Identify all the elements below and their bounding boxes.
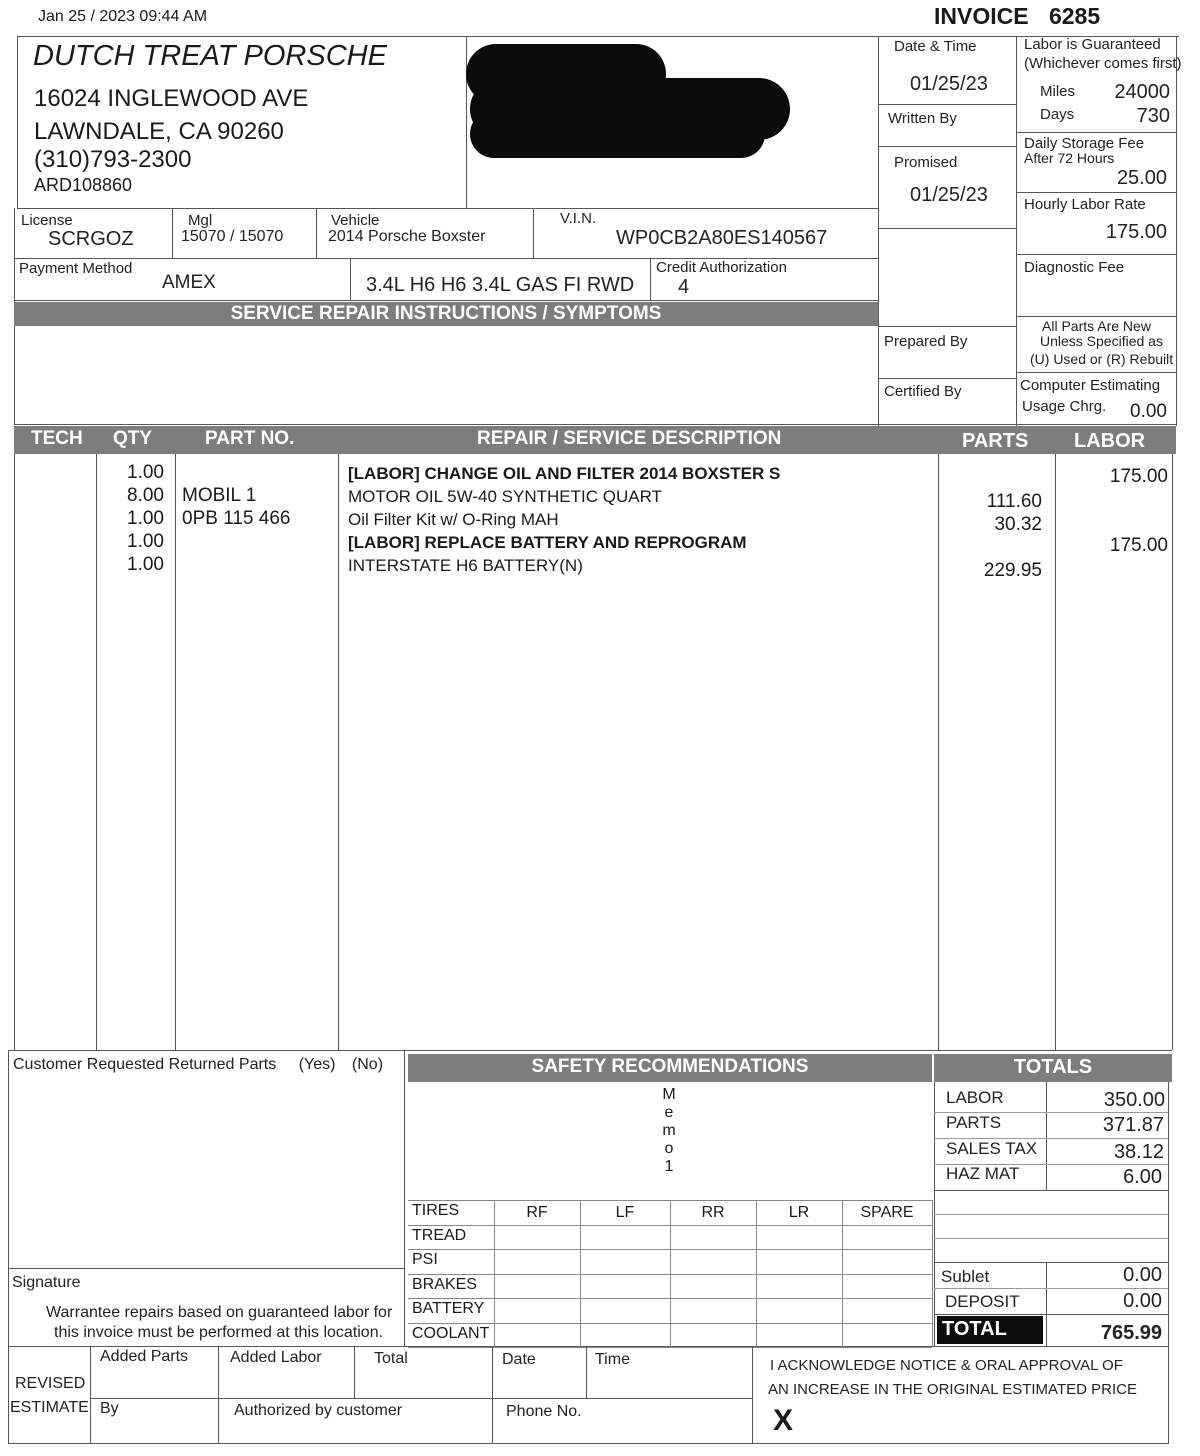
totals-sublet-label: Sublet bbox=[941, 1267, 990, 1286]
totals-deposit-value: 0.00 bbox=[1123, 1290, 1162, 1312]
vin-label: V.I.N. bbox=[560, 210, 597, 227]
redacted-customer-block-3 bbox=[470, 110, 765, 158]
miles-value: 24000 bbox=[1114, 81, 1170, 103]
memo-letter: m bbox=[662, 1122, 676, 1139]
shop-phone: (310)793-2300 bbox=[34, 146, 192, 173]
date-time-value: 01/25/23 bbox=[910, 73, 988, 95]
days-value: 730 bbox=[1136, 105, 1170, 127]
totals-hazmat-value: 6.00 bbox=[1123, 1166, 1162, 1188]
revised-time-label: Time bbox=[595, 1351, 630, 1368]
memo-letter: e bbox=[664, 1104, 674, 1121]
guarantee-subtitle: (Whichever comes first) bbox=[1024, 55, 1182, 72]
memo-vertical bbox=[662, 1086, 676, 1176]
line-qty: 1.00 bbox=[127, 554, 164, 575]
revised-date-label: Date bbox=[502, 1351, 536, 1368]
line-description: [LABOR] CHANGE OIL AND FILTER 2014 BOXSTER S bbox=[348, 464, 781, 483]
mgl-value: 15070 / 15070 bbox=[181, 228, 284, 245]
vehicle-label: Vehicle bbox=[331, 212, 380, 229]
totals-deposit-label: DEPOSIT bbox=[945, 1292, 1020, 1311]
totals-title: TOTALS bbox=[1013, 1056, 1093, 1078]
memo-letter: o bbox=[664, 1140, 674, 1157]
storage-fee-sublabel: After 72 Hours bbox=[1024, 150, 1115, 166]
shop-city: LAWNDALE, CA 90260 bbox=[34, 118, 284, 145]
shop-street: 16024 INGLEWOOD AVE bbox=[34, 85, 309, 112]
written-by-label: Written By bbox=[888, 110, 957, 127]
promised-label: Promised bbox=[894, 154, 958, 171]
revised-label: REVISED bbox=[15, 1375, 86, 1392]
print-timestamp: Jan 25 / 2023 09:44 AM bbox=[38, 8, 208, 25]
parts-new-note-2: Unless Specified as bbox=[1040, 333, 1163, 349]
returned-parts-label bbox=[13, 1056, 383, 1074]
memo-letter: 1 bbox=[664, 1158, 674, 1175]
computer-estimating-label: Computer Estimating bbox=[1020, 377, 1161, 394]
col-qty: QTY bbox=[113, 428, 153, 449]
credit-auth-label: Credit Authorization bbox=[656, 259, 787, 276]
warranty-note-2: this invoice must be performed at this location. bbox=[54, 1324, 384, 1341]
credit-auth-value: 4 bbox=[678, 276, 690, 298]
col-part-no: PART NO. bbox=[205, 428, 295, 449]
shop-name: DUTCH TREAT PORSCHE bbox=[33, 40, 387, 72]
revised-total-label: Total bbox=[374, 1350, 408, 1367]
line-labor-amount: 175.00 bbox=[1109, 535, 1168, 556]
line-qty: 8.00 bbox=[127, 485, 164, 506]
usage-charge-label: Usage Chrg. bbox=[1022, 398, 1107, 415]
license-value: SCRGOZ bbox=[48, 228, 134, 250]
safety-title: SAFETY RECOMMENDATIONS bbox=[531, 1056, 809, 1077]
safety-col-label: RF bbox=[526, 1204, 548, 1221]
memo-letter: M bbox=[662, 1086, 676, 1103]
storage-fee-value: 25.00 bbox=[1116, 167, 1167, 189]
labor-rate-value: 175.00 bbox=[1105, 221, 1167, 243]
total-label: TOTAL bbox=[942, 1318, 1007, 1340]
line-parts-amount: 30.32 bbox=[994, 514, 1042, 535]
totals-parts-label: PARTS bbox=[946, 1113, 1002, 1132]
totals-labor-value: 350.00 bbox=[1103, 1089, 1165, 1111]
totals-parts-value: 371.87 bbox=[1102, 1114, 1164, 1136]
invoice-title bbox=[934, 3, 1100, 30]
parts-new-note-1: All Parts Are New bbox=[1042, 318, 1151, 334]
totals-labor-label: LABOR bbox=[946, 1088, 1004, 1107]
line-description: MOTOR OIL 5W-40 SYNTHETIC QUART bbox=[348, 487, 662, 506]
safety-row-label: TIRES bbox=[412, 1202, 460, 1219]
totals-tax-label: SALES TAX bbox=[946, 1139, 1038, 1158]
authorized-by-label: Authorized by customer bbox=[234, 1402, 403, 1419]
labor-rate-label: Hourly Labor Rate bbox=[1024, 196, 1146, 213]
line-qty: 1.00 bbox=[127, 531, 164, 552]
safety-row-label: PSI bbox=[412, 1251, 438, 1268]
line-part-no: MOBIL 1 bbox=[182, 485, 257, 506]
acknowledge-line-1: I ACKNOWLEDGE NOTICE & ORAL APPROVAL OF bbox=[770, 1357, 1123, 1374]
line-part-no: 0PB 115 466 bbox=[182, 508, 291, 529]
line-labor-amount: 175.00 bbox=[1109, 466, 1168, 487]
usage-charge-value: 0.00 bbox=[1130, 401, 1167, 422]
col-labor: LABOR bbox=[1074, 430, 1146, 452]
col-description: REPAIR / SERVICE DESCRIPTION bbox=[477, 428, 782, 449]
totals-tax-value: 38.12 bbox=[1113, 1141, 1164, 1163]
vehicle-value: 2014 Porsche Boxster bbox=[328, 228, 486, 245]
line-parts-amount: 111.60 bbox=[986, 491, 1042, 512]
storage-fee-label: Daily Storage Fee bbox=[1024, 135, 1145, 152]
returned-parts-text: Customer Requested Returned Parts bbox=[13, 1056, 277, 1073]
line-description: Oil Filter Kit w/ O-Ring MAH bbox=[348, 510, 559, 529]
returned-parts-yes[interactable]: (Yes) bbox=[298, 1056, 336, 1073]
total-value: 765.99 bbox=[1100, 1322, 1162, 1344]
line-qty: 1.00 bbox=[127, 462, 164, 483]
signature-label: Signature bbox=[12, 1274, 81, 1291]
engine-value: 3.4L H6 H6 3.4L GAS FI RWD bbox=[366, 274, 635, 296]
safety-row-label: TREAD bbox=[412, 1226, 467, 1244]
safety-col-label: LR bbox=[788, 1204, 810, 1221]
vin-value: WP0CB2A80ES140567 bbox=[616, 227, 828, 249]
miles-label: Miles bbox=[1040, 83, 1076, 100]
certified-by-label: Certified By bbox=[884, 383, 962, 400]
safety-col-label: SPARE bbox=[860, 1204, 914, 1221]
days-label: Days bbox=[1040, 106, 1075, 123]
col-tech: TECH bbox=[31, 428, 83, 449]
guarantee-title: Labor is Guaranteed bbox=[1024, 36, 1161, 53]
line-parts-amount: 229.95 bbox=[983, 560, 1042, 581]
totals-sublet-value: 0.00 bbox=[1123, 1264, 1162, 1286]
safety-row-label: BATTERY bbox=[412, 1300, 485, 1317]
phone-no-label: Phone No. bbox=[506, 1403, 582, 1420]
invoice-number: 6285 bbox=[1048, 3, 1101, 29]
prepared-by-label: Prepared By bbox=[884, 333, 968, 350]
safety-col-label: RR bbox=[701, 1204, 725, 1221]
returned-parts-no[interactable]: (No) bbox=[351, 1056, 384, 1073]
col-parts: PARTS bbox=[962, 430, 1029, 452]
safety-col-label: LF bbox=[615, 1204, 635, 1221]
revised-by-label: By bbox=[100, 1400, 119, 1417]
line-description: INTERSTATE H6 BATTERY(N) bbox=[348, 556, 583, 575]
payment-method-value: AMEX bbox=[162, 272, 216, 293]
promised-value: 01/25/23 bbox=[910, 184, 988, 206]
shop-ard: ARD108860 bbox=[34, 175, 133, 195]
totals-hazmat-label: HAZ MAT bbox=[946, 1164, 1020, 1183]
safety-row-label: BRAKES bbox=[412, 1275, 477, 1293]
added-labor-label: Added Labor bbox=[230, 1349, 322, 1366]
parts-new-note-3: (U) Used or (R) Rebuilt bbox=[1030, 351, 1174, 367]
added-parts-label: Added Parts bbox=[100, 1348, 189, 1365]
line-qty: 1.00 bbox=[127, 508, 164, 529]
license-label: License bbox=[21, 212, 73, 229]
date-time-label: Date & Time bbox=[894, 38, 977, 55]
safety-row-label: COOLANT bbox=[412, 1324, 490, 1342]
payment-method-label: Payment Method bbox=[19, 260, 133, 277]
invoice-label: INVOICE bbox=[934, 3, 1029, 29]
diagnostic-fee-label: Diagnostic Fee bbox=[1024, 259, 1125, 276]
service-instructions-title: SERVICE REPAIR INSTRUCTIONS / SYMPTOMS bbox=[230, 303, 662, 324]
warranty-note-1: Warrantee repairs based on guaranteed labor for bbox=[46, 1304, 393, 1321]
line-description: [LABOR] REPLACE BATTERY AND REPROGRAM bbox=[348, 533, 747, 552]
signature-x-mark[interactable]: X bbox=[773, 1404, 794, 1437]
estimate-label: ESTIMATE bbox=[10, 1399, 89, 1416]
acknowledge-line-2: AN INCREASE IN THE ORIGINAL ESTIMATED PRICE bbox=[768, 1381, 1137, 1398]
mgl-label: Mgl bbox=[188, 212, 213, 229]
